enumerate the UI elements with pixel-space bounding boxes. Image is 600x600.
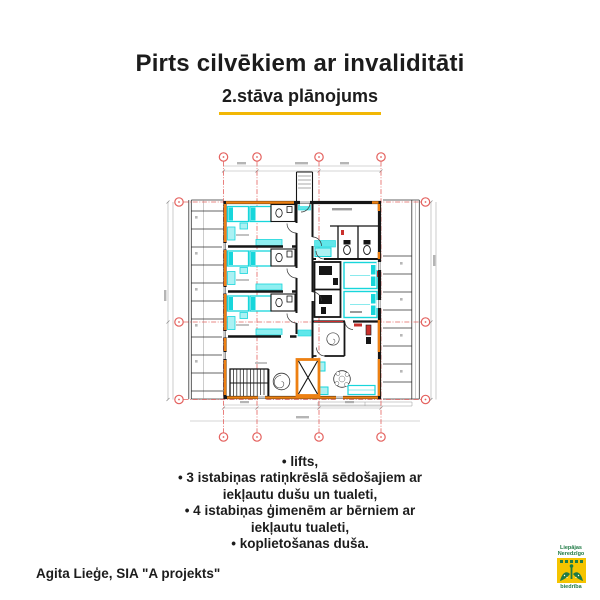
subtitle-wrap (0, 86, 600, 115)
elevator-icon (297, 360, 319, 396)
shower-spiral-icon (327, 333, 339, 345)
feature-line: iekļautu tualeti, (250, 519, 350, 535)
feature-list (0, 454, 600, 552)
floor-plan-drawing (158, 140, 442, 460)
ensuite-pods (271, 205, 295, 312)
author-credit: Agita Lieģe, SIA "A projekts" (36, 566, 221, 581)
page-title: Pirts cilvēkiem ar invaliditāti (135, 50, 465, 77)
organisation-logo (551, 545, 591, 590)
left-balcony (189, 200, 223, 399)
feature-line: • 3 istabiņas ratiņkrēslā sēdošajiem ar (177, 470, 423, 486)
terrace-steps (318, 402, 412, 406)
round-table-icon (334, 371, 351, 388)
logo-text-line2: Neredzīgo (557, 551, 585, 557)
entrance-stair (297, 172, 313, 201)
staircase-icon (230, 369, 269, 397)
feature-line: • 4 istabiņas ģimenēm ar bērniem ar (184, 503, 416, 519)
logo-emblem-icon (557, 558, 586, 583)
logo-text-line3: biedrība (560, 584, 582, 590)
feature-line: iekļautu dušu un tualeti, (222, 486, 378, 502)
right-balcony (383, 200, 419, 399)
spiral-feature-icon (273, 373, 290, 390)
feature-line: • lifts, (281, 454, 319, 469)
logo-text-line1: Liepājas (559, 545, 582, 551)
page-subtitle: 2.stāva plānojums (219, 86, 381, 115)
feature-line: • koplietošanas duša. (231, 536, 369, 552)
